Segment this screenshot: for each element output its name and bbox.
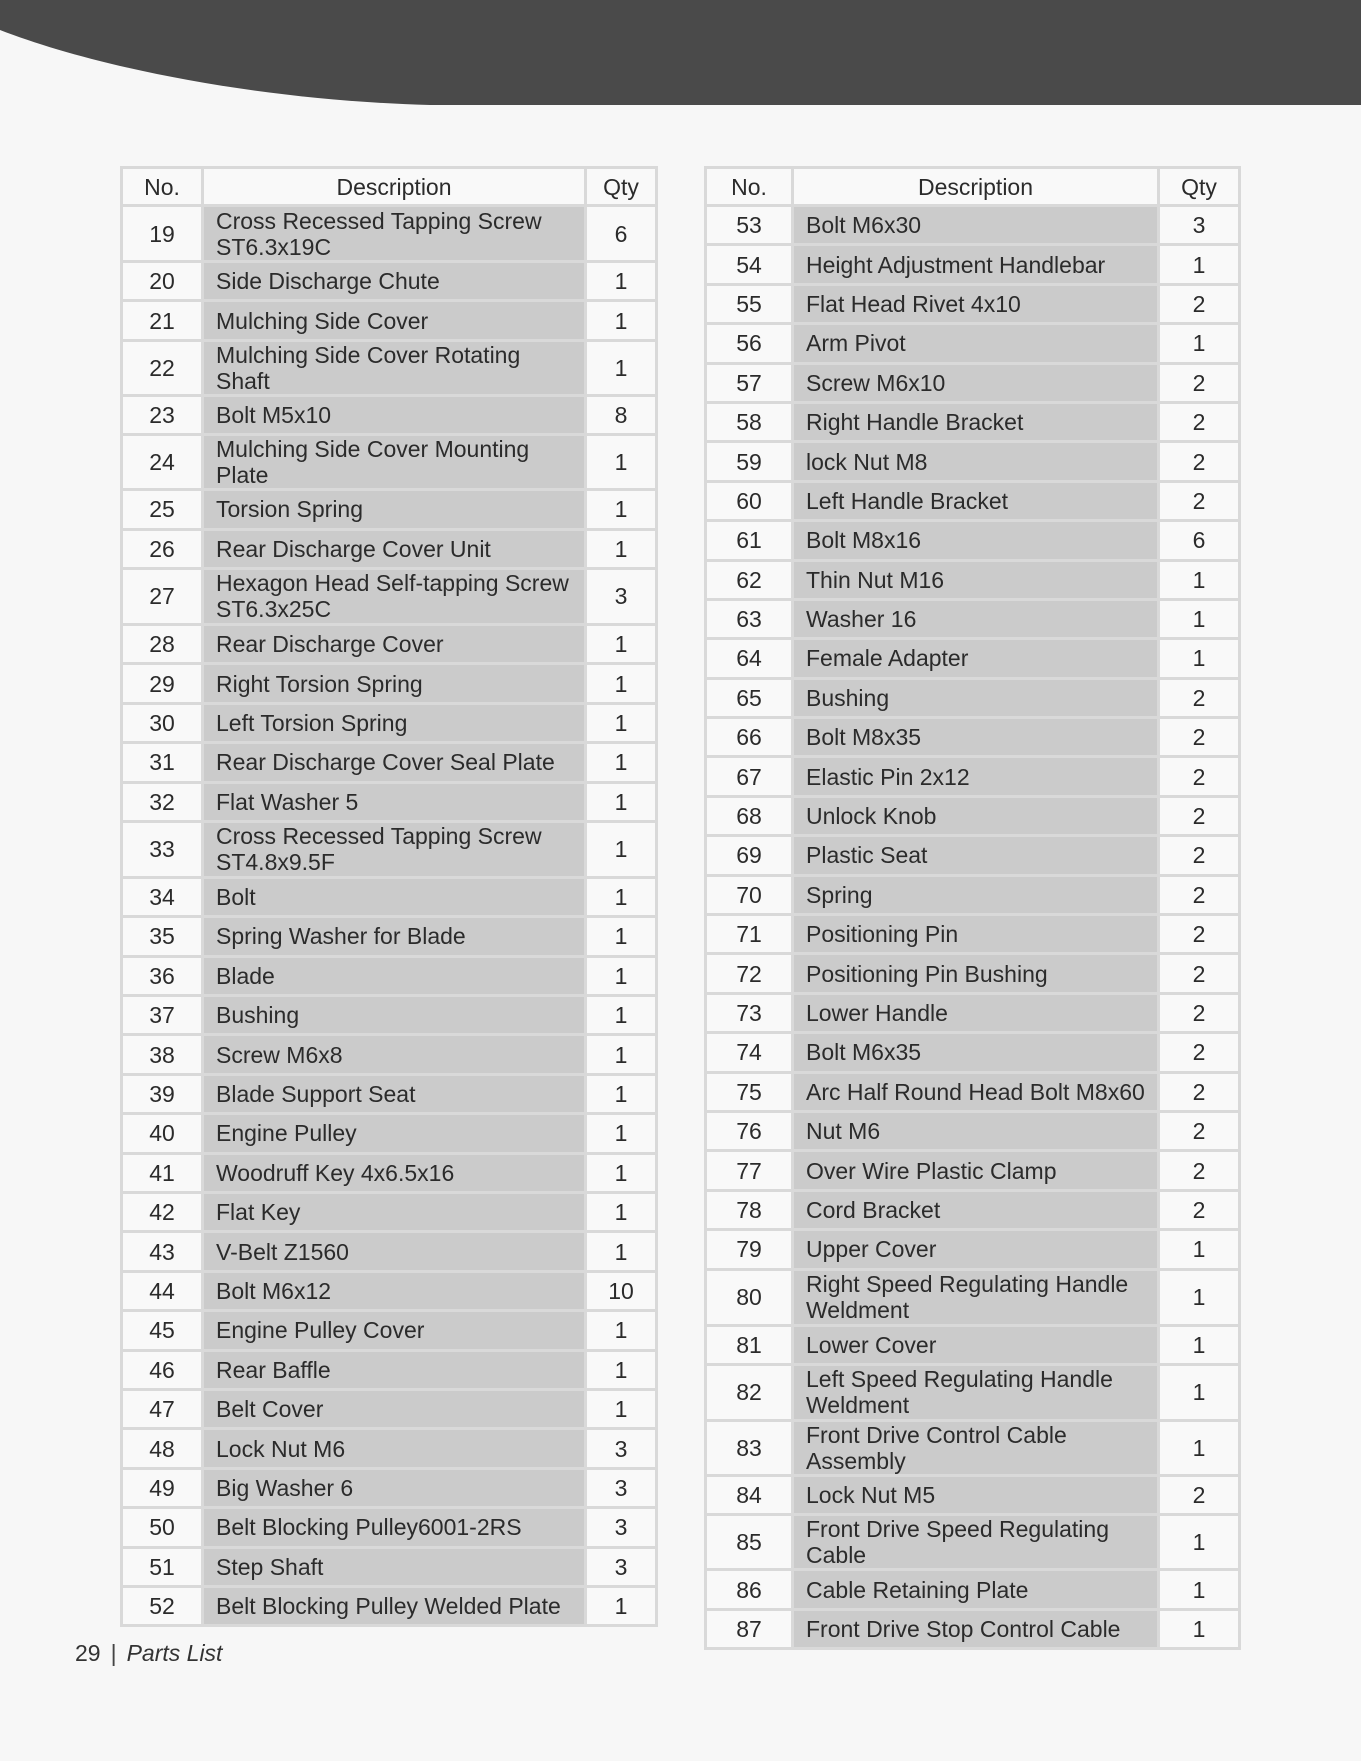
- part-description: Flat Washer 5: [203, 782, 586, 821]
- part-quantity: 1: [586, 877, 657, 916]
- part-quantity: 2: [1159, 875, 1240, 914]
- table-row: [706, 1609, 1240, 1648]
- part-number: 27: [122, 568, 203, 624]
- column-header-description: Description: [793, 168, 1159, 206]
- part-description: Lower Handle: [793, 993, 1159, 1032]
- table-row: [706, 915, 1240, 954]
- part-number: 32: [122, 782, 203, 821]
- page-footer: [75, 1640, 222, 1667]
- table-row: [706, 1033, 1240, 1072]
- part-number: 44: [122, 1271, 203, 1310]
- table-row: [122, 206, 657, 262]
- part-quantity: 1: [1159, 639, 1240, 678]
- part-quantity: 2: [1159, 1190, 1240, 1229]
- table-row: [122, 301, 657, 340]
- table-row: [706, 875, 1240, 914]
- part-description: Mulching Side Cover Rotating Shaft: [203, 340, 586, 395]
- part-description: Torsion Spring: [203, 490, 586, 529]
- part-description: Spring Washer for Blade: [203, 917, 586, 956]
- part-description: Bolt: [203, 877, 586, 916]
- part-quantity: 2: [1159, 481, 1240, 520]
- part-number: 48: [122, 1429, 203, 1468]
- part-description: Cable Retaining Plate: [793, 1570, 1159, 1609]
- part-quantity: 3: [586, 568, 657, 624]
- part-quantity: 2: [1159, 284, 1240, 323]
- table-row: [122, 1114, 657, 1153]
- part-description: Bolt M6x30: [793, 206, 1159, 245]
- part-description: Bolt M8x35: [793, 718, 1159, 757]
- part-quantity: 1: [586, 1311, 657, 1350]
- table-row: [122, 821, 657, 877]
- part-number: 60: [706, 481, 793, 520]
- table-row: [122, 996, 657, 1035]
- part-quantity: 1: [586, 1232, 657, 1271]
- table-row: [122, 877, 657, 916]
- part-quantity: 1: [586, 435, 657, 490]
- table-row: [706, 363, 1240, 402]
- part-number: 29: [122, 664, 203, 703]
- part-description: Front Drive Control Cable Assembly: [793, 1420, 1159, 1475]
- part-quantity: 1: [586, 1586, 657, 1625]
- table-row: [706, 993, 1240, 1032]
- part-quantity: 2: [1159, 1072, 1240, 1111]
- part-number: 41: [122, 1153, 203, 1192]
- table-row: [122, 743, 657, 782]
- part-quantity: 6: [586, 206, 657, 262]
- table-row: [706, 1475, 1240, 1514]
- part-number: 58: [706, 402, 793, 441]
- part-quantity: 2: [1159, 1111, 1240, 1150]
- part-number: 62: [706, 560, 793, 599]
- part-number: 75: [706, 1072, 793, 1111]
- part-description: Belt Blocking Pulley6001-2RS: [203, 1508, 586, 1547]
- part-number: 69: [706, 836, 793, 875]
- part-description: Lock Nut M5: [793, 1475, 1159, 1514]
- part-number: 61: [706, 521, 793, 560]
- column-header-qty: Qty: [1159, 168, 1240, 206]
- part-description: Woodruff Key 4x6.5x16: [203, 1153, 586, 1192]
- part-number: 68: [706, 796, 793, 835]
- part-quantity: 1: [586, 301, 657, 340]
- column-header-description: Description: [203, 168, 586, 206]
- part-description: Bolt M8x16: [793, 521, 1159, 560]
- part-number: 57: [706, 363, 793, 402]
- part-quantity: 1: [586, 782, 657, 821]
- part-number: 71: [706, 915, 793, 954]
- table-row: [122, 490, 657, 529]
- part-number: 63: [706, 599, 793, 638]
- part-description: Front Drive Speed Regulating Cable: [793, 1515, 1159, 1570]
- part-quantity: 1: [586, 1389, 657, 1428]
- part-quantity: 2: [1159, 363, 1240, 402]
- part-number: 52: [122, 1586, 203, 1625]
- part-number: 33: [122, 821, 203, 877]
- table-row: [706, 245, 1240, 284]
- part-description: Front Drive Stop Control Cable: [793, 1609, 1159, 1648]
- part-quantity: 1: [586, 821, 657, 877]
- part-quantity: 10: [586, 1271, 657, 1310]
- table-row: [706, 757, 1240, 796]
- part-quantity: 2: [1159, 757, 1240, 796]
- part-description: Elastic Pin 2x12: [793, 757, 1159, 796]
- part-description: Height Adjustment Handlebar: [793, 245, 1159, 284]
- part-quantity: 2: [1159, 1033, 1240, 1072]
- part-number: 45: [122, 1311, 203, 1350]
- part-quantity: 3: [586, 1508, 657, 1547]
- page-number: 29: [75, 1640, 101, 1666]
- part-quantity: 1: [1159, 1364, 1240, 1420]
- part-description: Blade Support Seat: [203, 1074, 586, 1113]
- table-row: [122, 956, 657, 995]
- table-row: [706, 1151, 1240, 1190]
- table-row: [706, 206, 1240, 245]
- part-description: Bolt M5x10: [203, 395, 586, 434]
- table-row: [122, 262, 657, 301]
- table-row: [706, 442, 1240, 481]
- part-description: Upper Cover: [793, 1230, 1159, 1269]
- part-description: Belt Cover: [203, 1389, 586, 1428]
- table-row: [122, 703, 657, 742]
- part-quantity: 3: [586, 1468, 657, 1507]
- table-row: [122, 1035, 657, 1074]
- part-number: 46: [122, 1350, 203, 1389]
- part-quantity: 1: [1159, 1570, 1240, 1609]
- table-row: [706, 1325, 1240, 1364]
- part-description: Screw M6x10: [793, 363, 1159, 402]
- part-number: 74: [706, 1033, 793, 1072]
- part-quantity: 1: [586, 703, 657, 742]
- part-quantity: 2: [1159, 915, 1240, 954]
- table-row: [706, 284, 1240, 323]
- part-description: Big Washer 6: [203, 1468, 586, 1507]
- part-quantity: 1: [586, 1114, 657, 1153]
- part-quantity: 1: [586, 1074, 657, 1113]
- part-number: 82: [706, 1364, 793, 1420]
- part-quantity: 2: [1159, 993, 1240, 1032]
- table-row: [706, 521, 1240, 560]
- part-quantity: 1: [1159, 599, 1240, 638]
- part-quantity: 6: [1159, 521, 1240, 560]
- part-description: Cross Recessed Tapping Screw ST4.8x9.5F: [203, 821, 586, 877]
- part-number: 19: [122, 206, 203, 262]
- part-quantity: 1: [586, 490, 657, 529]
- part-quantity: 2: [1159, 718, 1240, 757]
- part-description: Over Wire Plastic Clamp: [793, 1151, 1159, 1190]
- table-row: [706, 1515, 1240, 1570]
- part-quantity: 2: [1159, 1151, 1240, 1190]
- table-row: [122, 664, 657, 703]
- table-row: [706, 1269, 1240, 1325]
- table-row: [122, 1232, 657, 1271]
- part-number: 87: [706, 1609, 793, 1648]
- part-quantity: 1: [586, 1350, 657, 1389]
- part-number: 51: [122, 1547, 203, 1586]
- table-row: [706, 1230, 1240, 1269]
- table-row: [122, 624, 657, 663]
- part-number: 34: [122, 877, 203, 916]
- part-description: Unlock Knob: [793, 796, 1159, 835]
- part-number: 59: [706, 442, 793, 481]
- part-quantity: 1: [1159, 560, 1240, 599]
- part-description: Left Handle Bracket: [793, 481, 1159, 520]
- table-row: [122, 1468, 657, 1507]
- part-description: Lock Nut M6: [203, 1429, 586, 1468]
- part-description: Plastic Seat: [793, 836, 1159, 875]
- part-number: 38: [122, 1035, 203, 1074]
- part-quantity: 1: [1159, 1325, 1240, 1364]
- part-number: 42: [122, 1193, 203, 1232]
- part-quantity: 1: [586, 262, 657, 301]
- part-quantity: 1: [1159, 245, 1240, 284]
- table-row: [122, 395, 657, 434]
- table-row: [706, 718, 1240, 757]
- part-number: 67: [706, 757, 793, 796]
- part-description: Hexagon Head Self-tapping Screw ST6.3x25C: [203, 568, 586, 624]
- part-description: Cord Bracket: [793, 1190, 1159, 1229]
- part-description: Rear Baffle: [203, 1350, 586, 1389]
- part-number: 20: [122, 262, 203, 301]
- part-description: Bushing: [793, 678, 1159, 717]
- table-row: [706, 1420, 1240, 1475]
- part-quantity: 1: [1159, 1515, 1240, 1570]
- column-header-no: No.: [122, 168, 203, 206]
- part-description: Right Speed Regulating Handle Weldment: [793, 1269, 1159, 1325]
- part-number: 78: [706, 1190, 793, 1229]
- part-description: Rear Discharge Cover Unit: [203, 529, 586, 568]
- part-description: Bolt M6x35: [793, 1033, 1159, 1072]
- part-description: Washer 16: [793, 599, 1159, 638]
- part-quantity: 1: [1159, 1230, 1240, 1269]
- part-quantity: 1: [586, 1193, 657, 1232]
- parts-table-left: [120, 166, 658, 1627]
- part-number: 64: [706, 639, 793, 678]
- part-quantity: 1: [586, 1153, 657, 1192]
- part-number: 25: [122, 490, 203, 529]
- part-number: 85: [706, 1515, 793, 1570]
- table-row: [122, 1074, 657, 1113]
- part-number: 81: [706, 1325, 793, 1364]
- part-number: 56: [706, 324, 793, 363]
- part-number: 65: [706, 678, 793, 717]
- part-number: 35: [122, 917, 203, 956]
- table-row: [706, 1072, 1240, 1111]
- parts-table-right: [704, 166, 1241, 1650]
- part-quantity: 3: [586, 1547, 657, 1586]
- table-row: [122, 435, 657, 490]
- part-number: 73: [706, 993, 793, 1032]
- table-row: [706, 1111, 1240, 1150]
- part-description: Side Discharge Chute: [203, 262, 586, 301]
- part-description: Left Speed Regulating Handle Weldment: [793, 1364, 1159, 1420]
- part-number: 80: [706, 1269, 793, 1325]
- part-description: Belt Blocking Pulley Welded Plate: [203, 1586, 586, 1625]
- part-number: 26: [122, 529, 203, 568]
- part-description: Rear Discharge Cover: [203, 624, 586, 663]
- column-header-qty: Qty: [586, 168, 657, 206]
- table-row: [706, 324, 1240, 363]
- part-quantity: 2: [1159, 1475, 1240, 1514]
- part-quantity: 1: [586, 956, 657, 995]
- part-description: Female Adapter: [793, 639, 1159, 678]
- table-row: [706, 836, 1240, 875]
- part-description: Step Shaft: [203, 1547, 586, 1586]
- part-number: 50: [122, 1508, 203, 1547]
- part-quantity: 2: [1159, 954, 1240, 993]
- part-quantity: 1: [586, 743, 657, 782]
- part-description: Flat Key: [203, 1193, 586, 1232]
- part-quantity: 1: [586, 917, 657, 956]
- part-number: 43: [122, 1232, 203, 1271]
- part-description: Arc Half Round Head Bolt M8x60: [793, 1072, 1159, 1111]
- table-header-row: [706, 168, 1240, 206]
- part-number: 39: [122, 1074, 203, 1113]
- part-quantity: 1: [1159, 324, 1240, 363]
- column-header-no: No.: [706, 168, 793, 206]
- part-description: Left Torsion Spring: [203, 703, 586, 742]
- table-row: [706, 1570, 1240, 1609]
- table-row: [122, 1311, 657, 1350]
- part-description: V-Belt Z1560: [203, 1232, 586, 1271]
- part-quantity: 1: [586, 664, 657, 703]
- footer-separator: |: [110, 1640, 117, 1666]
- part-number: 77: [706, 1151, 793, 1190]
- part-description: Blade: [203, 956, 586, 995]
- table-row: [122, 1429, 657, 1468]
- part-description: lock Nut M8: [793, 442, 1159, 481]
- part-number: 55: [706, 284, 793, 323]
- part-number: 21: [122, 301, 203, 340]
- part-description: Thin Nut M16: [793, 560, 1159, 599]
- part-description: Right Torsion Spring: [203, 664, 586, 703]
- table-row: [706, 1364, 1240, 1420]
- part-number: 36: [122, 956, 203, 995]
- table-row: [122, 1547, 657, 1586]
- part-description: Nut M6: [793, 1111, 1159, 1150]
- table-row: [122, 1153, 657, 1192]
- part-quantity: 1: [1159, 1609, 1240, 1648]
- part-number: 72: [706, 954, 793, 993]
- table-row: [706, 481, 1240, 520]
- table-row: [706, 678, 1240, 717]
- part-number: 70: [706, 875, 793, 914]
- part-description: Mulching Side Cover Mounting Plate: [203, 435, 586, 490]
- table-row: [122, 1508, 657, 1547]
- part-quantity: 1: [586, 996, 657, 1035]
- part-quantity: 1: [586, 624, 657, 663]
- part-number: 22: [122, 340, 203, 395]
- table-row: [122, 1350, 657, 1389]
- part-number: 24: [122, 435, 203, 490]
- part-number: 31: [122, 743, 203, 782]
- part-quantity: 2: [1159, 836, 1240, 875]
- part-description: Positioning Pin Bushing: [793, 954, 1159, 993]
- table-row: [122, 782, 657, 821]
- part-number: 40: [122, 1114, 203, 1153]
- part-description: Positioning Pin: [793, 915, 1159, 954]
- table-row: [122, 1586, 657, 1625]
- table-row: [706, 796, 1240, 835]
- part-description: Lower Cover: [793, 1325, 1159, 1364]
- part-quantity: 8: [586, 395, 657, 434]
- table-row: [706, 954, 1240, 993]
- section-title: Parts List: [126, 1640, 223, 1666]
- table-row: [706, 560, 1240, 599]
- part-number: 66: [706, 718, 793, 757]
- table-row: [122, 1389, 657, 1428]
- part-quantity: 3: [586, 1429, 657, 1468]
- part-quantity: 1: [586, 340, 657, 395]
- part-number: 86: [706, 1570, 793, 1609]
- table-row: [122, 529, 657, 568]
- part-description: Flat Head Rivet 4x10: [793, 284, 1159, 323]
- part-number: 47: [122, 1389, 203, 1428]
- part-quantity: 1: [586, 529, 657, 568]
- part-number: 83: [706, 1420, 793, 1475]
- part-description: Mulching Side Cover: [203, 301, 586, 340]
- table-row: [706, 1190, 1240, 1229]
- table-row: [122, 568, 657, 624]
- table-row: [122, 340, 657, 395]
- part-description: Engine Pulley: [203, 1114, 586, 1153]
- table-row: [706, 402, 1240, 441]
- part-number: 76: [706, 1111, 793, 1150]
- part-description: Engine Pulley Cover: [203, 1311, 586, 1350]
- part-number: 84: [706, 1475, 793, 1514]
- part-number: 53: [706, 206, 793, 245]
- header-banner: [0, 0, 1361, 110]
- table-row: [122, 917, 657, 956]
- part-quantity: 1: [1159, 1420, 1240, 1475]
- table-row: [706, 639, 1240, 678]
- part-description: Bushing: [203, 996, 586, 1035]
- part-number: 23: [122, 395, 203, 434]
- part-number: 30: [122, 703, 203, 742]
- part-quantity: 1: [1159, 1269, 1240, 1325]
- part-description: Screw M6x8: [203, 1035, 586, 1074]
- part-description: Arm Pivot: [793, 324, 1159, 363]
- part-number: 37: [122, 996, 203, 1035]
- part-quantity: 1: [586, 1035, 657, 1074]
- part-number: 54: [706, 245, 793, 284]
- part-quantity: 2: [1159, 402, 1240, 441]
- part-description: Bolt M6x12: [203, 1271, 586, 1310]
- part-quantity: 2: [1159, 796, 1240, 835]
- table-row: [122, 1193, 657, 1232]
- table-header-row: [122, 168, 657, 206]
- part-quantity: 2: [1159, 678, 1240, 717]
- table-row: [122, 1271, 657, 1310]
- part-description: Rear Discharge Cover Seal Plate: [203, 743, 586, 782]
- part-number: 28: [122, 624, 203, 663]
- part-description: Right Handle Bracket: [793, 402, 1159, 441]
- part-number: 49: [122, 1468, 203, 1507]
- part-description: Spring: [793, 875, 1159, 914]
- table-row: [706, 599, 1240, 638]
- part-quantity: 2: [1159, 442, 1240, 481]
- part-description: Cross Recessed Tapping Screw ST6.3x19C: [203, 206, 586, 262]
- part-quantity: 3: [1159, 206, 1240, 245]
- part-number: 79: [706, 1230, 793, 1269]
